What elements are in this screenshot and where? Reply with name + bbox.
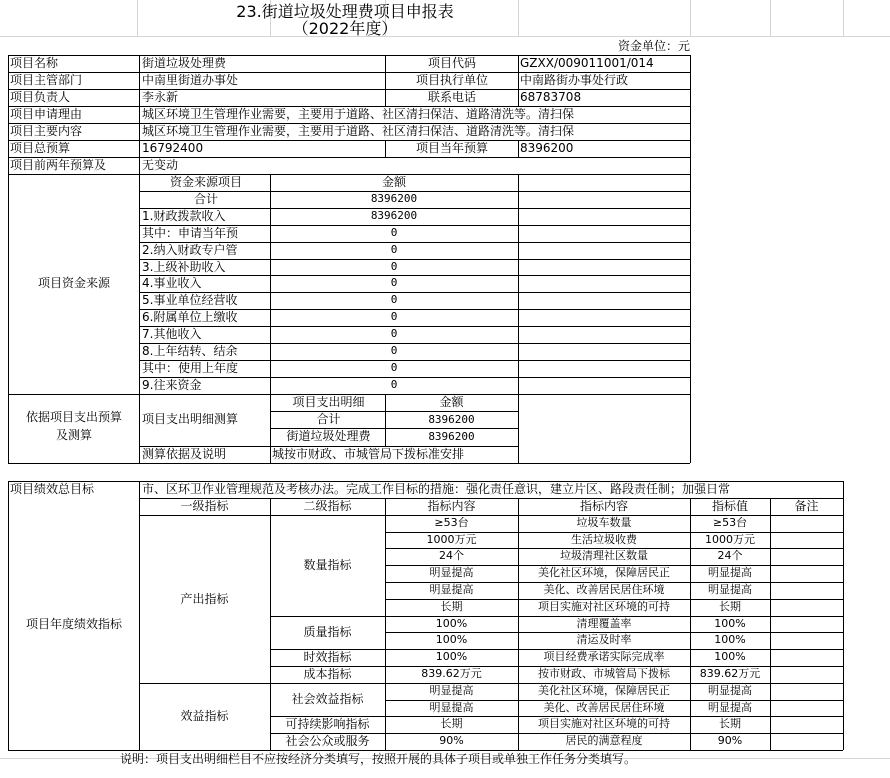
funding-item: 3.上级补助收入 bbox=[142, 259, 226, 274]
perf-goal-label: 项目绩效总目标 bbox=[10, 481, 95, 496]
perf-content: 明显提高 bbox=[429, 700, 474, 714]
perf-content: 100% bbox=[435, 633, 468, 647]
perf-value: 长期 bbox=[719, 599, 741, 613]
level2-label: 可持续影响指标 bbox=[285, 717, 370, 732]
funding-amount: 0 bbox=[390, 327, 398, 341]
perf-content-2: 居民的满意程度 bbox=[565, 734, 643, 748]
perf-content: 100% bbox=[435, 616, 468, 630]
owner-value-2: 68783708 bbox=[520, 90, 582, 104]
perf-content-2: 美化社区环境，保障居民正 bbox=[538, 683, 670, 697]
perf-value: 1000万元 bbox=[705, 532, 755, 546]
grid-line bbox=[139, 481, 140, 498]
expense-item: 街道垃圾处理费 bbox=[286, 429, 371, 444]
perf-value: 明显提高 bbox=[708, 582, 752, 596]
perf-value: 100% bbox=[714, 650, 746, 664]
perf-value: 明显提高 bbox=[708, 683, 752, 697]
grid-line bbox=[8, 394, 9, 463]
funding-item: 6.附属单位上缴收 bbox=[142, 310, 238, 325]
page-title: 23.街道垃圾处理费项目申报表 bbox=[236, 2, 454, 21]
grid-line bbox=[8, 55, 9, 174]
perf-content-2: 清运及时率 bbox=[576, 633, 632, 647]
level2-label: 成本指标 bbox=[303, 666, 352, 681]
expense-amount: 8396200 bbox=[428, 413, 475, 426]
perf-content-2: 美化、改善居民居住环境 bbox=[543, 582, 665, 596]
perf-content: 明显提高 bbox=[429, 582, 474, 596]
expense-calc-label: 项目支出明细测算 bbox=[142, 412, 239, 427]
unit-label: 资金单位：元 bbox=[617, 39, 690, 53]
level1-effect: 效益指标 bbox=[180, 708, 229, 723]
grid-line bbox=[139, 55, 140, 174]
level2-label: 社会效益指标 bbox=[291, 691, 364, 706]
funding-item: 合计 bbox=[193, 191, 218, 206]
perf-header: 备注 bbox=[794, 498, 819, 513]
perf-header: 指标值 bbox=[711, 498, 748, 513]
perf-value: ≥53台 bbox=[712, 515, 748, 529]
grid-line bbox=[8, 174, 9, 394]
perf-content-2: 垃圾车数量 bbox=[576, 515, 632, 529]
grid-line bbox=[518, 174, 519, 394]
perf-value: 长期 bbox=[719, 717, 741, 731]
department-label: 项目主管部门 bbox=[10, 73, 83, 87]
perf-value: 24个 bbox=[717, 549, 743, 563]
funding-amount: 0 bbox=[390, 259, 398, 273]
perf-content-2: 美化、改善居民居住环境 bbox=[543, 700, 665, 714]
perf-content-2: 垃圾清理社区数量 bbox=[560, 549, 648, 563]
prev-budget-value: 无变动 bbox=[142, 158, 179, 172]
funding-item: 5.事业单位经营收 bbox=[142, 293, 238, 308]
department-label-2: 项目执行单位 bbox=[415, 73, 488, 87]
owner-value: 李永新 bbox=[142, 90, 179, 104]
reason-label: 项目申请理由 bbox=[10, 107, 83, 121]
perf-header: 指标内容 bbox=[427, 498, 476, 513]
level2-label: 社会公众或服务 bbox=[285, 734, 370, 749]
grid-line bbox=[518, 394, 519, 463]
grid-line bbox=[843, 0, 844, 36]
funding-amount: 0 bbox=[390, 344, 398, 357]
grid-line bbox=[690, 0, 691, 36]
perf-content-2: 清理覆盖率 bbox=[576, 616, 632, 630]
reason-value: 城区环境卫生管理作业需要，主要用于道路、社区清扫保洁、道路清洗等。清扫保 bbox=[142, 107, 575, 121]
perf-content: 100% bbox=[435, 650, 468, 664]
perf-header: 二级指标 bbox=[303, 498, 352, 513]
funding-item: 7.其他收入 bbox=[142, 327, 202, 342]
expense-col-amount: 金额 bbox=[439, 394, 464, 409]
perf-content-2: 项目实施对社区环境的可持 bbox=[538, 599, 670, 613]
funding-amount: 8396200 bbox=[370, 208, 418, 222]
perf-value: 明显提高 bbox=[708, 566, 752, 580]
grid-line bbox=[8, 481, 9, 498]
perf-content-2: 生活垃圾收费 bbox=[571, 532, 637, 546]
funding-item: 4.事业收入 bbox=[142, 276, 202, 291]
perf-content-2: 美化社区环境，保障居民正 bbox=[538, 566, 670, 580]
funding-amount: 0 bbox=[390, 377, 398, 391]
project-name-label: 项目名称 bbox=[10, 56, 59, 70]
level2-label: 数量指标 bbox=[303, 557, 352, 572]
level1-output: 产出指标 bbox=[180, 591, 229, 606]
grid-line bbox=[518, 89, 519, 106]
funding-col-amount: 金额 bbox=[381, 175, 406, 189]
perf-value: 839.62万元 bbox=[699, 666, 761, 680]
funding-amount: 0 bbox=[390, 360, 398, 374]
funding-amount: 0 bbox=[390, 293, 398, 307]
funding-item: 其中：使用上年度 bbox=[142, 360, 239, 375]
grid-line bbox=[8, 463, 690, 464]
grid-line bbox=[139, 394, 140, 463]
grid-line bbox=[518, 140, 519, 157]
grid-line bbox=[843, 498, 844, 750]
funding-col-item: 资金来源项目 bbox=[169, 175, 242, 189]
footnote: 说明：项目支出明细栏目不应按经济分类填写，按照开展的具体子项目或单独工作任务分类填写。 bbox=[120, 751, 637, 766]
funding-item: 1.财政拨款收入 bbox=[142, 208, 226, 223]
total-budget-value: 16792400 bbox=[142, 141, 204, 155]
funding-item: 9.往来资金 bbox=[142, 377, 202, 392]
expense-section-label: 依据项目支出预算 bbox=[25, 410, 122, 425]
owner-label-2: 联系电话 bbox=[427, 90, 476, 104]
project-name-value: 街道垃圾处理费 bbox=[142, 56, 227, 70]
perf-content: 90% bbox=[439, 734, 464, 748]
perf-header: 一级指标 bbox=[180, 498, 229, 513]
perf-goal-value: 市、区环卫作业管理规范及考核办法。完成工作目标的措施：强化责任意识，建立片区、路段责任制；加强日常 bbox=[142, 481, 731, 496]
perf-content: 1000万元 bbox=[426, 532, 477, 546]
level2-label: 质量指标 bbox=[303, 624, 352, 639]
total-budget-label-2: 项目当年预算 bbox=[415, 141, 488, 155]
perf-header: 指标内容 bbox=[579, 498, 628, 513]
level2-label: 时效指标 bbox=[303, 650, 352, 665]
perf-content-2: 项目经费承诺实际完成率 bbox=[543, 650, 665, 664]
grid-line bbox=[690, 174, 691, 394]
funding-section-label: 项目资金来源 bbox=[37, 276, 110, 290]
content-label: 项目主要内容 bbox=[10, 124, 83, 138]
funding-amount: 0 bbox=[390, 225, 398, 239]
basis-label: 测算依据及说明 bbox=[142, 446, 227, 461]
perf-content-2: 项目实施对社区环境的可持 bbox=[538, 717, 670, 731]
funding-amount: 8396200 bbox=[370, 191, 418, 205]
grid-line bbox=[518, 72, 519, 89]
funding-amount: 0 bbox=[390, 276, 398, 290]
perf-value: 100% bbox=[714, 633, 746, 647]
perf-content-2: 按市财政、市城管局下拨标 bbox=[538, 666, 670, 680]
funding-item: 2.纳入财政专户管 bbox=[142, 242, 238, 257]
grid-line bbox=[770, 498, 771, 750]
perf-content: ≥53台 bbox=[434, 515, 469, 529]
perf-content: 明显提高 bbox=[429, 566, 474, 580]
grid-line bbox=[770, 0, 771, 36]
department-value: 中南里街道办事处 bbox=[142, 73, 239, 87]
perf-content: 839.62万元 bbox=[421, 666, 482, 680]
content-value: 城区环境卫生管理作业需要，主要用于道路、社区清扫保洁、道路清洗等。清扫保 bbox=[142, 124, 575, 138]
project-name-label-2: 项目代码 bbox=[427, 56, 476, 70]
perf-value: 90% bbox=[717, 734, 743, 748]
perf-content: 长期 bbox=[440, 717, 463, 731]
perf-value: 明显提高 bbox=[708, 700, 752, 714]
owner-label: 项目负责人 bbox=[10, 90, 71, 104]
total-budget-value-2: 8396200 bbox=[520, 141, 574, 155]
expense-col-item: 项目支出明细 bbox=[292, 394, 365, 409]
grid-line bbox=[843, 481, 844, 498]
department-value-2: 中南路街办事处行政 bbox=[520, 73, 629, 87]
perf-content: 明显提高 bbox=[429, 683, 474, 697]
project-name-value-2: GZXX/009011001/014 bbox=[520, 56, 654, 70]
basis-value: 城按市财政、市城管局下拨标准安排 bbox=[272, 446, 465, 461]
grid-line bbox=[8, 498, 9, 750]
expense-amount: 8396200 bbox=[428, 430, 475, 444]
perf-value: 100% bbox=[714, 616, 746, 630]
grid-line bbox=[690, 55, 691, 174]
funding-amount: 0 bbox=[390, 242, 398, 256]
perf-content: 24个 bbox=[439, 549, 464, 563]
total-budget-label: 项目总预算 bbox=[10, 141, 71, 155]
funding-item: 其中：申请当年预 bbox=[142, 225, 239, 240]
expense-section-label-2: 及测算 bbox=[55, 428, 92, 443]
funding-amount: 0 bbox=[390, 310, 398, 324]
grid-line bbox=[518, 55, 519, 72]
expense-item: 合计 bbox=[316, 412, 341, 426]
page-subtitle: （2022年度） bbox=[292, 20, 398, 38]
prev-budget-label: 项目前两年预算及 bbox=[10, 158, 107, 172]
grid-line bbox=[139, 174, 140, 394]
grid-line bbox=[690, 394, 691, 463]
perf-annual-label: 项目年度绩效指标 bbox=[25, 616, 122, 631]
perf-content: 长期 bbox=[440, 599, 463, 613]
funding-item: 8.上年结转、结余 bbox=[142, 344, 238, 358]
